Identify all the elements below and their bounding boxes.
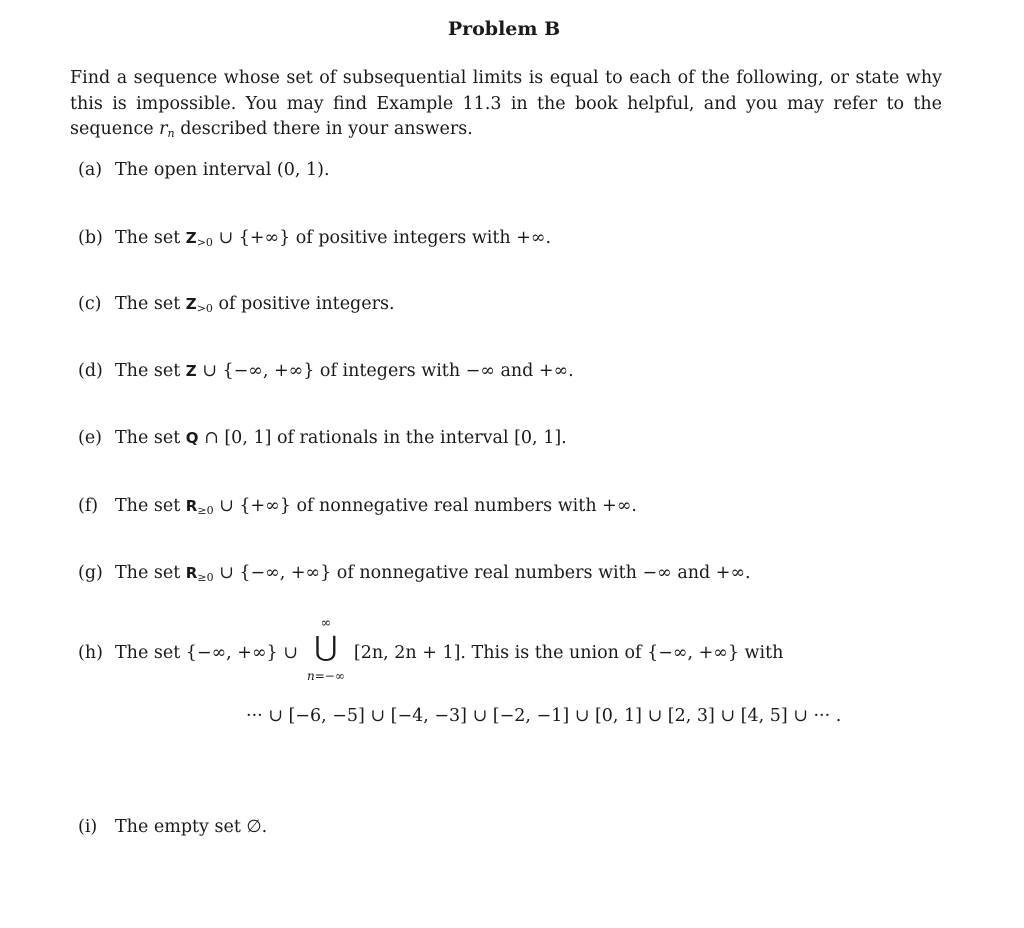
reals-symbol: R — [185, 497, 198, 515]
item-h-display-equation: ··· ∪ [−6, −5] ∪ [−4, −3] ∪ [−2, −1] ∪ [0, 1] ∪ [2, 3] ∪ [4, 5] ∪ ··· . — [246, 706, 842, 726]
item-d-post: ∪ {−∞, +∞} of integers with −∞ and +∞. — [196, 361, 574, 381]
problem-title: Problem B — [447, 18, 561, 40]
item-h-pre: The set {−∞, +∞} ∪ — [115, 643, 298, 663]
item-g-subscript: ≥0 — [197, 571, 214, 584]
item-c-pre: The set — [115, 294, 186, 314]
item-c-subscript: >0 — [196, 302, 213, 315]
item-d — [78, 359, 574, 383]
item-h — [78, 616, 784, 683]
intro-line-3-post: described there in your answers. — [174, 119, 473, 139]
item-b-label: (b) — [78, 228, 103, 248]
item-f-post: ∪ {+∞} of nonnegative real numbers with +∞. — [213, 496, 637, 516]
item-c — [78, 292, 395, 321]
item-b-subscript: >0 — [196, 236, 213, 249]
integers-symbol: Z — [185, 295, 197, 313]
item-g-post: ∪ {−∞, +∞} of nonnegative real numbers with −∞ and +∞. — [213, 563, 751, 583]
item-f-subscript: ≥0 — [197, 504, 214, 517]
item-i — [78, 815, 267, 839]
integers-symbol: Z — [185, 229, 197, 247]
big-union-operator — [300, 616, 352, 683]
item-d-label: (d) — [78, 361, 103, 381]
item-b-post: ∪ {+∞} of positive integers with +∞. — [212, 228, 552, 248]
item-f-pre: The set — [115, 496, 186, 516]
sequence-subscript: n — [167, 127, 175, 140]
big-union-upper-limit: ∞ — [320, 616, 332, 631]
item-c-label: (c) — [78, 294, 102, 314]
intro-line-1: Find a sequence whose set of subsequential limits is equal to each of the following, or state why — [70, 68, 942, 88]
sequence-variable: r — [159, 119, 168, 139]
item-a-text: The open interval (0, 1). — [115, 160, 330, 180]
item-g-pre: The set — [115, 563, 186, 583]
item-e-pre: The set — [115, 428, 186, 448]
item-i-label: (i) — [78, 817, 98, 837]
item-b — [78, 226, 551, 255]
item-a-label: (a) — [78, 160, 103, 180]
item-g-label: (g) — [78, 563, 103, 583]
item-f — [78, 494, 637, 523]
big-union-lower-limit: n=−∞ — [306, 669, 345, 683]
item-a — [78, 158, 330, 182]
item-b-pre: The set — [115, 228, 186, 248]
problem-intro — [70, 66, 942, 147]
item-e-label: (e) — [78, 428, 103, 448]
item-c-post: of positive integers. — [212, 294, 395, 314]
intro-line-2: this is impossible. You may find Example 11.3 in the book helpful, and you may refer to the — [70, 93, 942, 114]
item-d-pre: The set — [115, 361, 186, 381]
integers-symbol: Z — [185, 362, 197, 380]
intro-line-3-pre: sequence — [70, 119, 160, 139]
item-h-label: (h) — [78, 643, 103, 663]
reals-symbol: R — [185, 564, 198, 582]
item-f-label: (f) — [78, 496, 99, 516]
item-e — [78, 426, 567, 450]
item-h-post: [2n, 2n + 1]. This is the union of {−∞, +∞} with — [353, 643, 784, 663]
item-g — [78, 561, 751, 590]
item-e-post: ∩ [0, 1] of rationals in the interval [0, 1]. — [198, 428, 567, 448]
rationals-symbol: Q — [185, 429, 199, 447]
item-i-text: The empty set ∅. — [115, 817, 268, 837]
intro-line-3 — [70, 117, 942, 147]
big-union-symbol: ⋃ — [314, 630, 338, 663]
